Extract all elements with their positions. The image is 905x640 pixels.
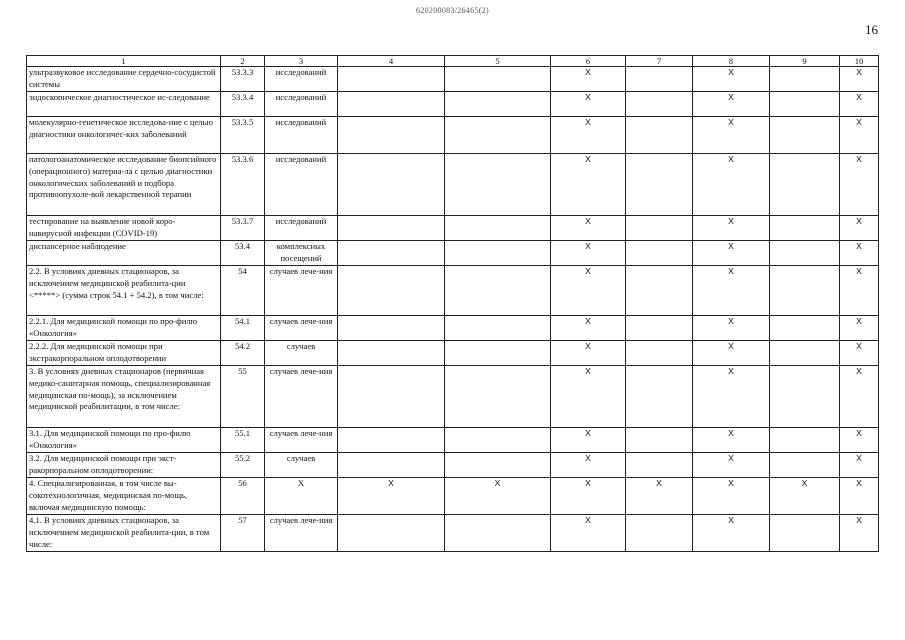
column-header-10: 10: [840, 56, 879, 67]
table-row: [27, 316, 879, 341]
row-name-cell: 3. В условиях дневных стационаров (первичная медико-санитарная помощь, специализированная медицинская по-мощь), за исключением медицинской реабилитации, в том числе:: [27, 366, 221, 428]
value-cell-col-4: [338, 316, 445, 341]
table-header-row: [27, 56, 879, 67]
value-cell-col-4: [338, 92, 445, 117]
row-name-cell: ультразвуковое исследование сердечно-сосудистой системы: [27, 67, 221, 92]
value-cell-col-8: X: [693, 67, 770, 92]
value-cell-col-7: X: [626, 478, 693, 515]
column-header-9: 9: [770, 56, 840, 67]
value-cell-col-5: [445, 515, 551, 552]
value-cell-col-4: [338, 266, 445, 316]
value-cell-col-7: [626, 341, 693, 366]
value-cell-col-4: [338, 241, 445, 266]
value-cell-col-9: [770, 366, 840, 428]
row-name-cell: 4.1. В условиях дневных стационаров, за исключением медицинской реабилита-ции, в том числе:: [27, 515, 221, 552]
value-cell-col-7: [626, 154, 693, 216]
row-name-cell: 2.2. В условиях дневных стационаров, за исключением медицинской реабилита-ции <*****> (сумма строк 54.1 + 54.2), в том числе:: [27, 266, 221, 316]
value-cell-col-5: [445, 154, 551, 216]
value-cell-col-9: [770, 216, 840, 241]
value-cell-col-9: [770, 67, 840, 92]
value-cell-col-8: X: [693, 241, 770, 266]
row-unit-cell: исследований: [265, 216, 338, 241]
value-cell-col-10: X: [840, 453, 879, 478]
value-cell-col-10: X: [840, 478, 879, 515]
row-name-cell: 3.1. Для медицинской помощи по про-филю «Онкология»: [27, 428, 221, 453]
row-unit-cell: исследований: [265, 67, 338, 92]
value-cell-col-10: X: [840, 366, 879, 428]
value-cell-col-5: [445, 453, 551, 478]
value-cell-col-6: X: [551, 316, 626, 341]
page-number: 16: [865, 22, 878, 37]
row-unit-cell: X: [265, 478, 338, 515]
value-cell-col-5: [445, 241, 551, 266]
table-row: [27, 453, 879, 478]
value-cell-col-8: X: [693, 154, 770, 216]
value-cell-col-10: X: [840, 428, 879, 453]
value-cell-col-8: X: [693, 316, 770, 341]
row-name-cell: 3.2. Для медицинской помощи при экст-ракорпоральном оплодотворении:: [27, 453, 221, 478]
value-cell-col-5: [445, 366, 551, 428]
value-cell-col-9: [770, 117, 840, 154]
row-unit-cell: случаев лече-ния: [265, 266, 338, 316]
value-cell-col-7: [626, 366, 693, 428]
row-code-cell: 53.3.7: [221, 216, 265, 241]
value-cell-col-4: [338, 428, 445, 453]
row-name-cell: 2.2.2. Для медицинской помощи при экстракорпоральном оплодотворении: [27, 341, 221, 366]
row-code-cell: 53.4: [221, 241, 265, 266]
value-cell-col-7: [626, 515, 693, 552]
table-row: [27, 366, 879, 428]
value-cell-col-5: [445, 117, 551, 154]
value-cell-col-7: [626, 428, 693, 453]
value-cell-col-10: X: [840, 266, 879, 316]
value-cell-col-6: X: [551, 92, 626, 117]
value-cell-col-10: X: [840, 154, 879, 216]
value-cell-col-7: [626, 241, 693, 266]
value-cell-col-4: [338, 366, 445, 428]
value-cell-col-7: [626, 453, 693, 478]
value-cell-col-6: X: [551, 366, 626, 428]
value-cell-col-4: X: [338, 478, 445, 515]
table-row: [27, 154, 879, 216]
value-cell-col-5: [445, 341, 551, 366]
row-code-cell: 54.2: [221, 341, 265, 366]
value-cell-col-4: [338, 154, 445, 216]
value-cell-col-6: X: [551, 453, 626, 478]
value-cell-col-8: X: [693, 341, 770, 366]
row-code-cell: 53.3.3: [221, 67, 265, 92]
table-row: [27, 428, 879, 453]
row-code-cell: 53.3.4: [221, 92, 265, 117]
value-cell-col-5: [445, 67, 551, 92]
value-cell-col-9: [770, 341, 840, 366]
value-cell-col-5: [445, 92, 551, 117]
column-header-8: 8: [693, 56, 770, 67]
value-cell-col-6: X: [551, 67, 626, 92]
table-row: [27, 92, 879, 117]
value-cell-col-10: X: [840, 92, 879, 117]
value-cell-col-8: X: [693, 453, 770, 478]
value-cell-col-5: [445, 216, 551, 241]
row-code-cell: 55: [221, 366, 265, 428]
value-cell-col-6: X: [551, 117, 626, 154]
value-cell-col-6: X: [551, 341, 626, 366]
value-cell-col-8: X: [693, 428, 770, 453]
value-cell-col-5: [445, 428, 551, 453]
row-name-cell: патологоанатомическое исследование биопсийного (операционного) материа-ла с целью диагностики онкологических заболеваний и подбора противоопухоле-вой лекарственной терапии: [27, 154, 221, 216]
row-unit-cell: случаев лече-ния: [265, 515, 338, 552]
value-cell-col-7: [626, 316, 693, 341]
table-row: [27, 117, 879, 154]
row-name-cell: эндоскопическое диагностическое ис-следование: [27, 92, 221, 117]
row-code-cell: 53.3.5: [221, 117, 265, 154]
value-cell-col-6: X: [551, 515, 626, 552]
value-cell-col-4: [338, 515, 445, 552]
value-cell-col-9: [770, 266, 840, 316]
value-cell-col-10: X: [840, 515, 879, 552]
row-code-cell: 55.1: [221, 428, 265, 453]
row-code-cell: 55.2: [221, 453, 265, 478]
document-id: 620200083/26465(2): [416, 6, 489, 15]
value-cell-col-8: X: [693, 92, 770, 117]
value-cell-col-10: X: [840, 216, 879, 241]
column-header-4: 4: [338, 56, 445, 67]
value-cell-col-8: X: [693, 478, 770, 515]
row-name-cell: 4. Специализированная, в том числе вы-сокотехнологичная, медицинская по-мощь, включая медицинскую помощь:: [27, 478, 221, 515]
column-header-6: 6: [551, 56, 626, 67]
value-cell-col-10: X: [840, 241, 879, 266]
row-unit-cell: комплексных посещений: [265, 241, 338, 266]
value-cell-col-7: [626, 117, 693, 154]
row-name-cell: диспансерное наблюдение: [27, 241, 221, 266]
value-cell-col-8: X: [693, 515, 770, 552]
value-cell-col-8: X: [693, 117, 770, 154]
row-unit-cell: случаев лече-ния: [265, 316, 338, 341]
row-code-cell: 53.3.6: [221, 154, 265, 216]
row-name-cell: молекулярно-генетическое исследова-ние с целью диагностики онкологичес-ких заболеваний: [27, 117, 221, 154]
value-cell-col-10: X: [840, 117, 879, 154]
column-header-7: 7: [626, 56, 693, 67]
value-cell-col-4: [338, 341, 445, 366]
value-cell-col-5: X: [445, 478, 551, 515]
value-cell-col-9: [770, 241, 840, 266]
row-name-cell: 2.2.1. Для медицинской помощи по про-филю «Онкология»: [27, 316, 221, 341]
value-cell-col-4: [338, 216, 445, 241]
column-header-2: 2: [221, 56, 265, 67]
row-code-cell: 54.1: [221, 316, 265, 341]
value-cell-col-5: [445, 316, 551, 341]
row-unit-cell: случаев лече-ния: [265, 428, 338, 453]
column-header-5: 5: [445, 56, 551, 67]
value-cell-col-6: X: [551, 241, 626, 266]
row-unit-cell: исследований: [265, 154, 338, 216]
value-cell-col-9: [770, 453, 840, 478]
value-cell-col-9: [770, 515, 840, 552]
table-row: [27, 241, 879, 266]
row-code-cell: 57: [221, 515, 265, 552]
table-row: [27, 67, 879, 92]
value-cell-col-10: X: [840, 341, 879, 366]
value-cell-col-7: [626, 67, 693, 92]
row-code-cell: 54: [221, 266, 265, 316]
row-unit-cell: случаев: [265, 341, 338, 366]
value-cell-col-8: X: [693, 366, 770, 428]
column-header-3: 3: [265, 56, 338, 67]
table-row: [27, 266, 879, 316]
value-cell-col-7: [626, 92, 693, 117]
value-cell-col-9: X: [770, 478, 840, 515]
row-unit-cell: исследований: [265, 117, 338, 154]
row-name-cell: тестирование на выявление новой коро-навирусной инфекции (COVID-19): [27, 216, 221, 241]
value-cell-col-4: [338, 117, 445, 154]
value-cell-col-10: X: [840, 67, 879, 92]
table-row: [27, 478, 879, 515]
column-header-1: 1: [27, 56, 221, 67]
value-cell-col-6: X: [551, 154, 626, 216]
value-cell-col-4: [338, 453, 445, 478]
value-cell-col-6: X: [551, 428, 626, 453]
row-unit-cell: случаев: [265, 453, 338, 478]
value-cell-col-6: X: [551, 478, 626, 515]
value-cell-col-7: [626, 216, 693, 241]
value-cell-col-6: X: [551, 216, 626, 241]
value-cell-col-7: [626, 266, 693, 316]
value-cell-col-8: X: [693, 266, 770, 316]
data-table: [26, 55, 879, 552]
table-row: [27, 216, 879, 241]
table-row: [27, 515, 879, 552]
table-row: [27, 341, 879, 366]
value-cell-col-9: [770, 316, 840, 341]
row-code-cell: 56: [221, 478, 265, 515]
value-cell-col-9: [770, 428, 840, 453]
row-unit-cell: случаев лече-ния: [265, 366, 338, 428]
value-cell-col-9: [770, 154, 840, 216]
value-cell-col-8: X: [693, 216, 770, 241]
row-unit-cell: исследований: [265, 92, 338, 117]
value-cell-col-6: X: [551, 266, 626, 316]
value-cell-col-9: [770, 92, 840, 117]
value-cell-col-5: [445, 266, 551, 316]
value-cell-col-4: [338, 67, 445, 92]
value-cell-col-10: X: [840, 316, 879, 341]
